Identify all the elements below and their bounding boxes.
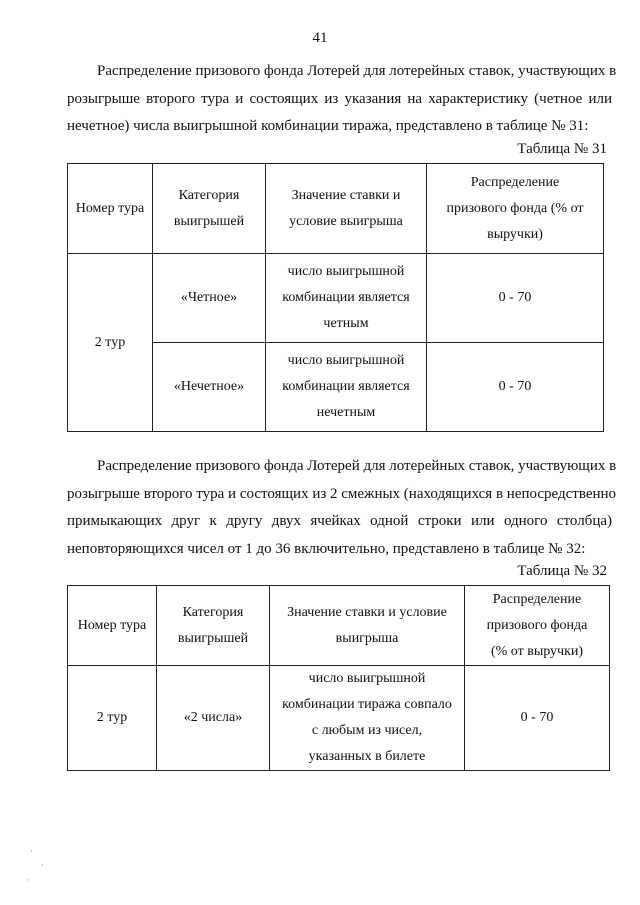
round-cell: 2 тур xyxy=(68,254,153,432)
condition-cell: число выигрышной комбинации является четным xyxy=(266,254,427,343)
header-round: Номер тура xyxy=(68,164,153,254)
category-cell: «Нечетное» xyxy=(153,343,266,432)
category-cell: «Четное» xyxy=(153,254,266,343)
header-category: Категория выигрышей xyxy=(153,164,266,254)
table32-caption: Таблица № 32 xyxy=(517,563,607,579)
header-category: Категория выигрышей xyxy=(157,586,270,666)
header-distribution: Распределение призового фонда (% от выручки) xyxy=(465,586,610,666)
round-cell: 2 тур xyxy=(68,666,157,771)
scan-speck: · xyxy=(41,860,44,870)
paragraph-line: примыкающих друг к другу двух ячейках одной строки или одного столбца) xyxy=(67,513,612,529)
table-row xyxy=(68,254,604,343)
header-distribution: Распределение призового фонда (% от выручки) xyxy=(427,164,604,254)
paragraph-line: нечетное) числа выигрышной комбинации тиража, представлено в таблице № 31: xyxy=(67,118,589,134)
paragraph-line: розыгрыше второго тура и состоящих из 2 смежных (находящихся в непосредственно xyxy=(67,485,617,502)
scan-speck: · xyxy=(30,846,33,856)
paragraph-line: неповторяющихся чисел от 1 до 36 включительно, представлено в таблице № 32: xyxy=(67,540,586,557)
header-condition: Значение ставки и условие выигрыша xyxy=(270,586,465,666)
page-number: 41 xyxy=(312,30,328,46)
table31-caption: Таблица № 31 xyxy=(517,141,607,157)
paragraph-line: Распределение призового фонда Лотерей для лотерейных ставок, участвующих в xyxy=(97,63,617,79)
distribution-cell: 0 - 70 xyxy=(427,343,604,432)
distribution-cell: 0 - 70 xyxy=(465,666,610,771)
table-31 xyxy=(67,163,604,432)
category-cell: «2 числа» xyxy=(157,666,270,771)
header-round: Номер тура xyxy=(68,586,157,666)
table-header-row xyxy=(68,164,604,254)
table-row xyxy=(68,666,610,771)
paragraph-table31-intro xyxy=(67,58,617,141)
paragraph-line: Распределение призового фонда Лотерей для лотерейных ставок, участвующих в xyxy=(97,458,617,474)
scan-speck: · xyxy=(27,875,30,885)
table-32 xyxy=(67,585,610,771)
header-condition: Значение ставки и условие выигрыша xyxy=(266,164,427,254)
condition-cell: число выигрышной комбинации является нечетным xyxy=(266,343,427,432)
paragraph-line: розыгрыше второго тура и состоящих из указания на характеристику (четное или xyxy=(67,90,612,107)
condition-cell: число выигрышной комбинации тиража совпало с любым из чисел, указанных в билете xyxy=(270,666,465,771)
table-header-row xyxy=(68,586,610,666)
distribution-cell: 0 - 70 xyxy=(427,254,604,343)
paragraph-table32-intro xyxy=(67,453,617,563)
